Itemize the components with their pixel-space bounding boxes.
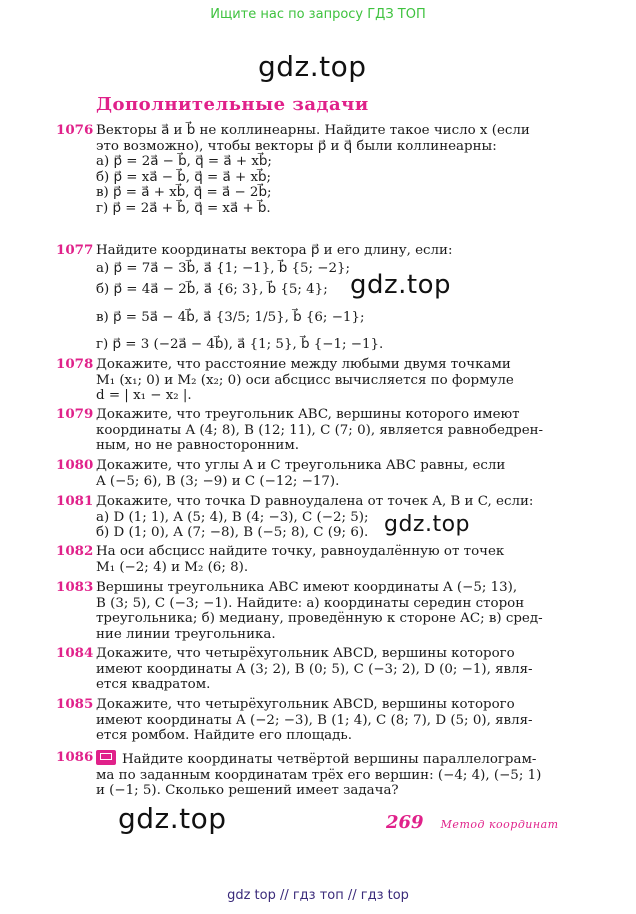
problem-line: M₁ (−2; 4) и M₂ (6; 8). <box>96 559 249 575</box>
computer-icon <box>96 750 116 765</box>
problem-line: г) p⃗ = 3 (−2a⃗ − 4b⃗), a⃗ {1; 5}, b⃗ {−1; −1}. <box>96 337 384 352</box>
problem-1076 <box>56 123 568 216</box>
top-search-hint[interactable]: Ищите нас по запросу ГДЗ ТОП <box>210 7 426 22</box>
problem-1080 <box>56 458 568 489</box>
problem-line: ется ромбом. Найдите его площадь. <box>96 728 352 743</box>
problem-line <box>96 750 568 768</box>
problem-line: ма по заданным координатам трёх его вершин: (−4; 4), (−5; 1) <box>96 767 542 783</box>
problem-number: 1083 <box>56 579 94 595</box>
watermark: gdz.top <box>384 512 471 537</box>
problem-line: На оси абсцисс найдите точку, равноудалённую от точек <box>96 544 505 559</box>
problem-line: Докажите, что четырёхугольник ABCD, вершины которого <box>96 697 515 712</box>
problem-number: 1086 <box>56 749 94 765</box>
problem-line: б) p⃗ = xa⃗ − b⃗, q⃗ = a⃗ + xb⃗; <box>96 169 272 185</box>
problem-1083 <box>56 580 568 642</box>
problem-line: d = | x₁ − x₂ |. <box>96 388 192 403</box>
problem-number: 1078 <box>56 356 94 372</box>
section-title: Дополнительные задачи <box>96 94 369 115</box>
problem-1079 <box>56 407 568 454</box>
problem-number: 1080 <box>56 457 94 473</box>
problem-line: Докажите, что расстояние между любыми двумя точками <box>96 357 511 372</box>
problem-line: ным, но не равносторонним. <box>96 438 299 453</box>
page-footer <box>386 812 559 833</box>
problem-line: это возможно), чтобы векторы p⃗ и q⃗ были коллинеарны: <box>96 138 497 154</box>
problem-number: 1084 <box>56 645 94 661</box>
problem-line: A (−5; 6), B (3; −9) и C (−12; −17). <box>96 473 340 489</box>
problem-line: Найдите координаты вектора p⃗ и его длину, если: <box>96 243 453 258</box>
problem-number: 1081 <box>56 493 94 509</box>
problem-line: ние линии треугольника. <box>96 626 276 642</box>
problem-line: в) p⃗ = 5a⃗ − 4b⃗, a⃗ {3/5; 1/5}, b⃗ {6; −1}; <box>96 309 365 325</box>
problem-line: Докажите, что углы A и C треугольника ABC равны, если <box>96 458 506 473</box>
problem-line: имеют координаты A (−2; −3), B (1; 4), C (8; 7), D (5; 0), явля- <box>96 712 533 728</box>
problem-line: M₁ (x₁; 0) и M₂ (x₂; 0) оси абсцисс вычисляется по формуле <box>96 372 514 388</box>
problem-number: 1076 <box>56 122 94 138</box>
problem-1081 <box>56 494 568 541</box>
problem-1082 <box>56 544 568 575</box>
problem-line: и (−1; 5). Сколько решений имеет задача? <box>96 783 399 798</box>
watermark: gdz.top <box>258 50 367 83</box>
problem-line: Вершины треугольника ABC имеют координаты A (−5; 13), <box>96 580 518 595</box>
problem-line: B (3; 5), C (−3; −1). Найдите: а) координаты середин сторон <box>96 595 525 611</box>
watermark: gdz.top <box>118 802 227 835</box>
problem-line: а) p⃗ = 7a⃗ − 3b⃗, a⃗ {1; −1}, b⃗ {5; −2}; <box>96 260 351 276</box>
problem-line: координаты A (4; 8), B (12; 11), C (7; 0), является равнобедрен- <box>96 422 544 438</box>
problem-1085 <box>56 697 568 744</box>
problem-number: 1082 <box>56 543 94 559</box>
problem-line: треугольника; б) медиану, проведённую к стороне AC; в) сред- <box>96 611 543 626</box>
watermark: gdz.top <box>350 270 452 300</box>
problem-line: Векторы a⃗ и b⃗ не коллинеарны. Найдите такое число x (если <box>96 123 530 138</box>
problem-line: ется квадратом. <box>96 677 211 692</box>
page-number: 269 <box>386 812 424 833</box>
problem-line: Докажите, что точка D равноудалена от точек A, B и C, если: <box>96 494 534 509</box>
problem-1078 <box>56 357 568 404</box>
problem-line: а) p⃗ = 2a⃗ − b⃗, q⃗ = a⃗ + xb⃗; <box>96 154 272 169</box>
running-title: Метод координат <box>440 818 559 831</box>
problem-line: г) p⃗ = 2a⃗ + b⃗, q⃗ = xa⃗ + b⃗. <box>96 200 271 216</box>
problem-line: б) p⃗ = 4a⃗ − 2b⃗, a⃗ {6; 3}, b⃗ {5; 4}; <box>96 282 328 297</box>
problem-line: в) p⃗ = a⃗ + xb⃗, q⃗ = a⃗ − 2b⃗; <box>96 185 272 200</box>
problem-line: а) D (1; 1), A (5; 4), B (4; −3), C (−2; 5); <box>96 509 369 525</box>
problem-line: Докажите, что четырёхугольник ABCD, вершины которого <box>96 646 515 661</box>
bottom-links[interactable]: gdz top // гдз топ // гдз top <box>227 888 409 903</box>
problem-line: Докажите, что треугольник ABC, вершины которого имеют <box>96 407 520 422</box>
problem-1077 <box>56 243 568 353</box>
problem-line-text: Найдите координаты четвёртой вершины параллелограм- <box>122 752 537 767</box>
problem-number: 1077 <box>56 242 94 258</box>
problem-line: имеют координаты A (3; 2), B (0; 5), C (−3; 2), D (0; −1), явля- <box>96 661 533 677</box>
problem-number: 1085 <box>56 696 94 712</box>
problem-line: б) D (1; 0), A (7; −8), B (−5; 8), C (9; 6). <box>96 525 369 540</box>
problem-1084 <box>56 646 568 693</box>
problem-number: 1079 <box>56 406 94 422</box>
problem-1086 <box>56 750 568 799</box>
